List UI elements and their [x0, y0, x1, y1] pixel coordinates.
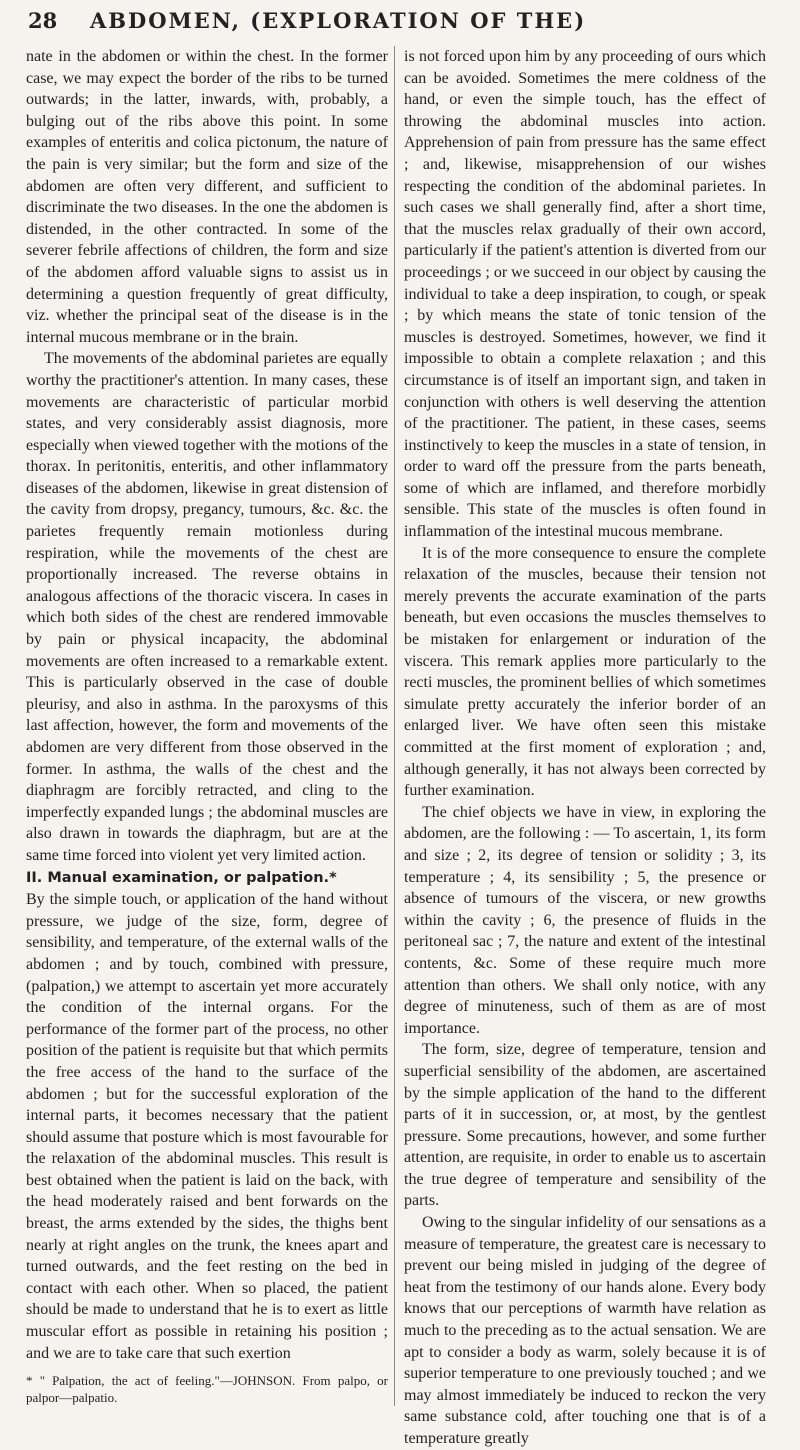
left-column: [26, 46, 388, 1406]
paragraph: is not forced upon him by any proceeding of ours which can be avoided. Sometimes the mere coldness of the hand, or even the simple touch, has the effect of throwing the abdominal muscles into action. Apprehension of pain from pressure has the same effect ; and, likewise, misapprehension of our wishes respecting the condition of the abdominal parietes. In such cases we shall generally find, after a short time, that the muscles relax gradually of their own accord, particularly if the patient's attention is diverted from our proceedings ; or we succeed in our object by causing the individual to take a deep inspiration, to cough, or speak ; by which means the state of tonic tension of the muscles is destroyed. Sometimes, however, we find it impossible to obtain a complete relaxation ; and this circumstance is of itself an important sign, and taken in conjunction with others is well deserving the attention of the practitioner. The patient, in these cases, seems instinctively to keep the muscles in a state of tension, in order to ward off the pressure from the parts beneath, some of which are inflamed, and therefore morbidly sensible. This state of the muscles is often found in inflammation of the intestinal mucous membrane.: [404, 48, 766, 541]
paragraph: It is of the more consequence to ensure the complete relaxation of the muscles, because their tension not merely prevents the accurate examination of the parts beneath, but even occasions the muscles themselves to be mistaken for enlargement or induration of the viscera. This remark applies more particularly to the recti muscles, the prominent bellies of which sometimes simulate pretty accurately the inferior border of an enlarged liver. We have often seen this mistake committed at the first moment of exploration ; and, although generally, it has not always been corrected by further examination.: [404, 544, 766, 800]
paragraph: The movements of the abdominal parietes are equally worthy the practitioner's attention. In many cases, these movements are characteristic of particular morbid states, and very considerably assist diagnosis, more especially when viewed together with the motions of the thorax. In peritonitis, enteritis, and other inflammatory diseases of the abdomen, likewise in great distension of the cavity from dropsy, pregancy, tumours, &c. &c. the parietes frequently remain motionless during respiration, while the movements of the chest are proportionally increased. The reverse obtains in analogous affections of the thoracic viscera. In cases in which both sides of the chest are rendered immovable by pain or physical incapacity, the abdominal movements are often increased to a remarkable extent. This is particularly observed in the case of double pleurisy, and also in asthma. In the paroxysms of this last affection, however, the form and movements of the abdomen are very different from those observed in the former. In asthma, the walls of the chest and the diaphragm are forcibly retracted, and cling to the imperfectly expanded lungs ; the abdominal muscles are also drawn in towards the diaphragm, but are at the same time forced into violent yet very limited action.: [26, 350, 388, 864]
paragraph: The chief objects we have in view, in exploring the abdomen, are the following : — To ascertain, 1, its form and size ; 2, its degree of tension or solidity ; 3, its temperature ; 4, its sensibility ; 5, the presence or absence of tumours of the viscera, or new growths within the cavity ; 6, the presence of fluids in the peritoneal sac ; 7, the nature and extent of the intestinal contents, &c. Some of these require much more attention than others. We shall only notice, with any degree of minuteness, such of them as are of most importance.: [404, 803, 766, 1037]
footnote: * " Palpation, the act of feeling."—JOHNSON. From palpo, or palpor—palpatio.: [26, 1373, 388, 1406]
paragraph: The form, size, degree of temperature, tension and superficial sensibility of the abdomen, are ascertained by the simple application of the hand to the different parts of it in succession, or, at most, by the gentlest pressure. Some precautions, however, and some further attention, are requisite, in order to enable us to ascertain the true degree of temperature and sensibility of the parts.: [404, 1041, 766, 1210]
right-column: [404, 46, 766, 1450]
section-heading: II. Manual examination, or palpation.*: [26, 869, 337, 886]
page-number: 28: [28, 8, 58, 33]
page-header: [28, 8, 778, 38]
paragraph: nate in the abdomen or within the chest. In the former case, we may expect the border of the ribs to be turned outwards; in the latter, inwards, with, probably, a bulging out of the ribs above this point. In some examples of enteritis and colica pictonum, the nature of the pain is very similar; but the form and size of the abdomen are often very different, and sufficient to discriminate the two diseases. In the one the abdomen is distended, in the other contracted. In some of the severer febrile affections of children, the form and size of the abdomen afford valuable signs to assist us in determining a question frequently of great difficulty, viz. whether the principal seat of the disease is in the internal mucous membrane or in the brain.: [26, 48, 388, 346]
running-title: ABDOMEN, (EXPLORATION OF THE): [90, 8, 587, 33]
paragraph: Owing to the singular infidelity of our sensations as a measure of temperature, the greatest care is necessary to prevent our being misled in judging of the degree of heat from the testimony of our hands alone. Every body knows that our perceptions of warmth have relation as much to the preceding as to the actual sensation. We are apt to consider a body as warm, solely because it is of superior temperature to one previously touched ; and we may almost immediately be induced to reckon the very same substance cold, after touching one that is of a temperature greatly: [404, 1214, 766, 1447]
column-divider: [394, 46, 395, 1406]
paragraph: By the simple touch, or application of the hand without pressure, we judge of the size, form, degree of sensibility, and temperature, of the external walls of the abdomen ; and by touch, combined with pressure, (palpation,) we attempt to ascertain yet more accurately the condition of the internal organs. For the performance of the former part of the process, no other position of the patient is requisite but that which permits the free access of the hand to the surface of the abdomen ; but for the successful exploration of the internal parts, it becomes necessary that the patient should assume that posture which is most favourable for the relaxation of the abdominal muscles. This result is best obtained when the patient is laid on the back, with the head moderately raised and bent forwards on the breast, the arms extended by the sides, the thighs bent nearly at right angles on the trunk, the knees apart and turned outwards, and the feet resting on the bed in contact with each other. When so placed, the patient should be made to understand that he is to exert as little muscular effort as possible in retaining his position ; and we are to take care that such exertion: [26, 891, 388, 1362]
